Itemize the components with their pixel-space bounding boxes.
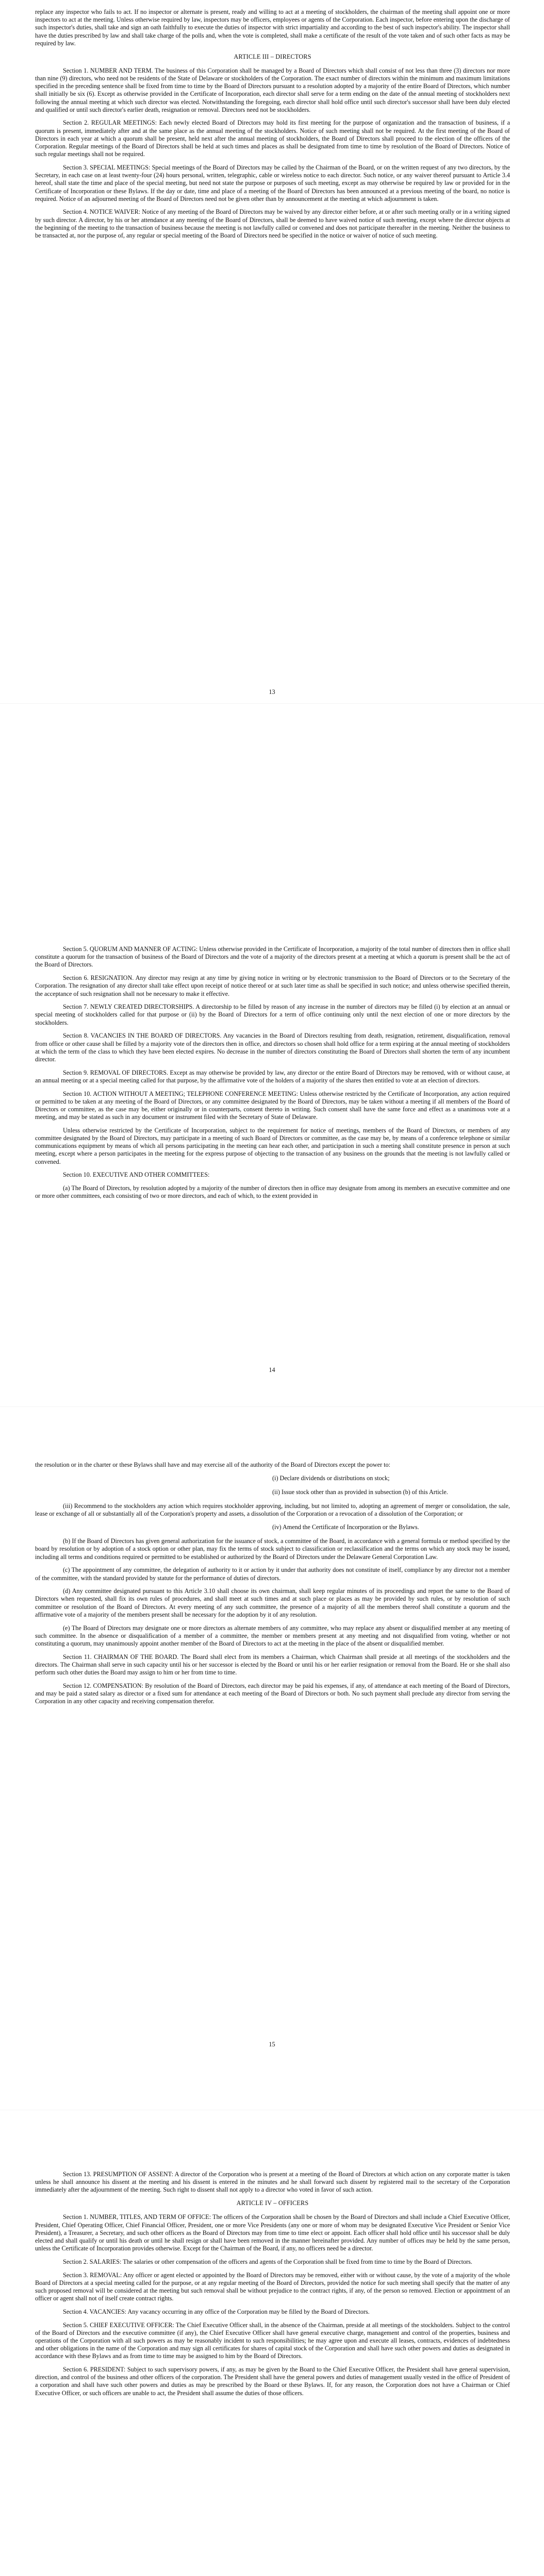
paragraph: the resolution or in the charter or these Bylaws shall have and may exercise all of the authority of the Board of Directors except the power to: — [35, 1461, 391, 1468]
paragraph: (b) If the Board of Directors has given general authorization for the issuance of stock, a committee of the Board, in accordance with a general formula or method specified by the board by resolution or by adoption of a stock option or other plan, may fix the terms of stock subject to classification or reclassification and the terms on which any stock may be issued, including all terms and conditions required or permitted to be established or authorized by the Board of Directors under the Delaware General Corporation Law. — [35, 1537, 510, 1561]
paragraph: Section 1. NUMBER, TITLES, AND TERM OF OFFICE: The officers of the Corporation shall be chosen by the Board of Directors and shall include a Chief Executive Officer, President, Chief Operating Officer, Chief Financial Officer, President, one or more Vice Presidents (any one or more of whom may be designated Executive Vice President or Senior Vice President), a Treasurer, a Secretary, and such other officers as the Board of Directors may from time to time elect or appoint. Each officer shall hold office until his successor shall be duly elected and shall qualify or until his death or until he shall resign or shall have been removed in the manner hereinafter provided. Any number of offices may be held by the same person, unless the Certificate of Incorporation provides otherwise. Except for the Chairman of the Board, if any, no officers need be a director. — [35, 2213, 510, 2252]
page-15-body — [35, 1461, 510, 1711]
paragraph: Section 7. NEWLY CREATED DIRECTORSHIPS. A directorship to be filled by reason of any increase in the number of directors may be filled (i) by election at an annual or special meeting of stockholders called for that purpose or (ii) by the Board of Directors for a term of office continuing only until the next election of one or more directors by the stockholders. — [35, 1003, 510, 1026]
paragraph: Section 8. VACANCIES IN THE BOARD OF DIRECTORS. Any vacancies in the Board of Directors resulting from death, resignation, retirement, disqualification, removal from office or other cause shall be filled by a majority vote of the directors then in office, and directors so chosen shall hold office for a term expiring at the annual meeting of stockholders at which the term of the class to which they have been elected expires. No decrease in the number of directors constituting the Board of Directors shall shorten the term of any incumbent director. — [35, 1032, 510, 1063]
paragraph: Section 13. PRESUMPTION OF ASSENT: A director of the Corporation who is present at a meeting of the Board of Directors at which action on any corporate matter is taken unless he shall announce his dissent at the meeting and his dissent is entered in the minutes and he shall forward such dissent by registered mail to the secretary of the Corporation immediately after the adjournment of the meeting. Such right to dissent shall not apply to a director who voted in favor of such action. — [35, 2171, 510, 2194]
paragraph: (d) Any committee designated pursuant to this Article 3.10 shall choose its own chairman, shall keep regular minutes of its proceedings and report the same to the Board of Directors when requested, shall fix its own rules of procedures, and shall meet at such times and at such place or places as may be provided by such rules, or by resolution of such committee or resolution of the Board of Directors. At every meeting of any such committee, the presence of a majority of all the members thereof shall constitute a quorum and the affirmative vote of a majority of the members present shall be necessary for the adoption by it of any resolution. — [35, 1587, 510, 1618]
paragraph: Section 6. PRESIDENT: Subject to such supervisory powers, if any, as may be given by the Board to the Chief Executive Officer, the President shall have general supervision, direction, and control of the business and other officers of the corporation. The President shall have the general powers and duties of management usually vested in the office of President of a corporation and shall have such other powers and duties as may be prescribed by the Board or these Bylaws. If, for any reason, the Corporation does not have a Chairman or Chief Executive Officer, or such officers are unable to act, the President shall assume the duties of those officers. — [35, 2366, 510, 2397]
paragraph: Section 12. COMPENSATION: By resolution of the Board of Directors, each director may be paid his expenses, if any, of attendance at each meeting of the Board of Directors, and may be paid a stated salary as director or a fixed sum for attendance at each meeting of the Board of Directors or both. No such payment shall preclude any director from serving the Corporation in any other capacity and receiving compensation therefor. — [35, 1682, 510, 1705]
list-item: (ii) Issue stock other than as provided in subsection (b) of this Article. — [272, 1488, 448, 1496]
paragraph: Section 3. REMOVAL: Any officer or agent elected or appointed by the Board of Directors may be removed, either with or without cause, by the vote of a majority of the whole Board of Directors at a special meeting called for the purpose, or at any regular meeting of the Board of Directors, provided the notice for such meeting shall specify that the matter of any such proposed removal will be considered at the meeting but such removal shall be without prejudice to the contract rights, if any, of the person so removed. Election or appointment of an officer or agent shall not of itself create contract rights. — [35, 2271, 510, 2302]
page-number: 13 — [269, 688, 275, 696]
paragraph: Section 5. QUORUM AND MANNER OF ACTING: Unless otherwise provided in the Certificate of Incorporation, a majority of the total number of directors then in office shall constitute a quorum for the transaction of business of the Board of Directors and the vote of a majority of the directors present at a meeting at which a quorum is present shall be the act of the Board of Directors. — [35, 945, 510, 969]
paragraph: Section 9. REMOVAL OF DIRECTORS. Except as may otherwise be provided by law, any director or the entire Board of Directors may be removed, with or without cause, at an annual meeting or at a special meeting called for that purpose, by the affirmative vote of the holders of a majority of the shares then entitled to vote at an election of directors. — [35, 1069, 510, 1084]
paragraph: Section 1. NUMBER AND TERM. The business of this Corporation shall be managed by a Board of Directors which shall consist of not less than three (3) directors nor more than nine (9) directors, who need not be residents of the State of Delaware or stockholders of the Corporation. The exact number of directors within the minimum and maximum limitations specified in the preceding sentence shall be fixed from time to time by the Board of Directors pursuant to a resolution adopted by a majority of the entire Board of Directors, which number shall initially be six (6). Except as otherwise provided in the Certificate of Incorporation, each director shall serve for a term ending on the date of the annual meeting of stockholders next following the annual meeting at which such director was elected. Notwithstanding the foregoing, each director shall hold office until such director's successor shall have been duly elected and qualified or until such director's earlier death, resignation or removal. Directors need not be stockholders. — [35, 66, 510, 113]
paragraph: Section 5. CHIEF EXECUTIVE OFFICER: The Chief Executive Officer shall, in the absence of the Chairman, preside at all meetings of the stockholders. Subject to the control of the Board of Directors and the executive committee (if any), the Chief Executive Officer shall have general executive charge, management and control of the properties, business and operations of the Corporation with all such powers as may be reasonably incident to such responsibilities; he may agree upon and execute all leases, contracts, evidences of indebtedness and other obligations in the name of the Corporation and may sign all certificates for shares of capital stock of the Corporation and shall have such other powers and duties as designated in accordance with these Bylaws and as from time to time may be assigned to him by the Board of Directors. — [35, 2321, 510, 2360]
paragraph: replace any inspector who fails to act. If no inspector or alternate is present, ready and willing to act at a meeting of stockholders, the chairman of the meeting shall appoint one or more inspectors to act at the meeting. Unless otherwise required by law, inspectors may be officers, employees or agents of the Corporation. Each inspector, before entering upon the discharge of such inspector's duties, shall take and sign an oath faithfully to execute the duties of inspector with strict impartiality and according to the best of such inspector's ability. The inspector shall have the duties prescribed by law and shall take charge of the polls and, when the vote is completed, shall make a certificate of the result of the vote taken and of such other facts as may be required by law. — [35, 8, 510, 47]
page-divider — [0, 1406, 544, 1407]
page-13-body — [35, 8, 510, 245]
page-number: 14 — [269, 1366, 275, 1374]
paragraph: (e) The Board of Directors may designate one or more directors as alternate members of any committee, who may replace any absent or disqualified member at any meeting of such committee. In the absence or disqualification of a member of a committee, the member or members present at any meeting and not disqualified from voting, whether or not constituting a quorum, may unanimously appoint another member of the Board of Directors to act at the meeting in the place of the absent or disqualified member. — [35, 1624, 510, 1647]
paragraph: Section 2. REGULAR MEETINGS: Each newly elected Board of Directors may hold its first meeting for the purpose of organization and the transaction of business, if a quorum is present, immediately after and at the same place as the annual meeting of the stockholders. Notice of such meeting shall not be required. At the first meeting of the Board of Directors in each year at which a quorum shall be present, held next after the annual meeting of stockholders, the Board of Directors shall proceed to the election of the officers of the Corporation. Regular meetings of the Board of Directors shall be held at such times and places as shall be designated from time to time by resolution of the Board of Directors. Notice of such regular meetings shall not be required. — [35, 119, 510, 158]
paragraph: (a) The Board of Directors, by resolution adopted by a majority of the number of directors then in office may designate from among its members an executive committee and one or more other committees, each consisting of two or more directors, and each of which, to the extent provided in — [35, 1184, 510, 1200]
paragraph: Section 11. CHAIRMAN OF THE BOARD. The Board shall elect from its members a Chairman, which Chairman shall preside at all meetings of the stockholders and the directors. The Chairman shall serve in such capacity until his or her successor is elected by the Board or until his or her earlier resignation or removal from the Board. He or she shall also perform such other duties the Board may assign to him or her from time to time. — [35, 1653, 510, 1676]
paragraph: Section 3. SPECIAL MEETINGS: Special meetings of the Board of Directors may be called by the Chairman of the Board, or on the written request of any two directors, by the Secretary, in each case on at least twenty-four (24) hours personal, written, telegraphic, cable or wireless notice to each director. Such notice, or any waiver thereof pursuant to Article 3.4 hereof, shall state the time and place of the special meeting, but need not state the purpose or purposes of such meeting, except as may otherwise be required by law or provided for in the Certificate of Incorporation or these Bylaws. If the day or date, time and place of a meeting of the Board of Directors has been announced at a previous meeting of the board, no notice is required. Notice of an adjourned meeting of the Board of Directors need not be given other than by announcement at the meeting at which adjournment is taken. — [35, 163, 510, 202]
article-heading: ARTICLE III – DIRECTORS — [234, 53, 311, 60]
list-item: (iv) Amend the Certificate of Incorporation or the Bylaws. — [272, 1523, 419, 1531]
page-14-body — [35, 945, 510, 1206]
list-item: (i) Declare dividends or distributions on stock; — [272, 1474, 390, 1482]
page-number: 15 — [269, 2041, 275, 2048]
paragraph: Section 4. NOTICE WAIVER: Notice of any meeting of the Board of Directors may be waived by any director either before, at or after such meeting orally or in a writing signed by such director. A director, by his or her attendance at any meeting of the Board of Directors, shall be deemed to have waived notice of such meeting, except where the director objects at the beginning of the meeting to the transaction of business because the meeting is not lawfully called or convened and does not participate thereafter in the meeting. Neither the business to be transacted at, nor the purpose of, any regular or special meeting of the Board of Directors need be specified in the notice or waiver of notice of such meeting. — [35, 208, 510, 240]
page-divider — [0, 703, 544, 704]
paragraph: (c) The appointment of any committee, the delegation of authority to it or action by it under that authority does not constitute of itself, compliance by any director not a member of the committee, with the standard provided by statute for the performance of duties of directors. — [35, 1566, 510, 1582]
paragraph: (iii) Recommend to the stockholders any action which requires stockholder approving, including, but not limited to, adopting an agreement of merger or consolidation, the sale, lease or exchange of all or substantially all of the Corporation's property and assets, a dissolution of the Corporation or a revocation of a dissolution of the Corporation; or — [35, 1502, 510, 1518]
page-16-body — [35, 2171, 510, 2402]
paragraph: Section 4. VACANCIES: Any vacancy occurring in any office of the Corporation may be filled by the Board of Directors. — [63, 2308, 370, 2315]
article-heading: ARTICLE IV – OFFICERS — [236, 2199, 309, 2207]
paragraph: Section 10. ACTION WITHOUT A MEETING; TELEPHONE CONFERENCE MEETING: Unless otherwise restricted by the Certificate of Incorporation, any action required or permitted to be taken at any meeting of the Board of Directors, or any committee designated by the Board of Directors, may be taken without a meeting if all members of the Board of Directors or committee, as the case may be, either originally or in counterparts, consent thereto in writing. Such consent shall have the same force and effect as a unanimous vote at a meeting, and may be stated as such in any document or instrument filed with the Secretary of State of Delaware. — [35, 1090, 510, 1121]
paragraph: Section 2. SALARIES: The salaries or other compensation of the officers and agents of the Corporation shall be fixed from time to time by the Board of Directors. — [63, 2258, 472, 2265]
paragraph: Section 6. RESIGNATION. Any director may resign at any time by giving notice in writing or by electronic transmission to the Board of Directors or to the Secretary of the Corporation. The resignation of any director shall take effect upon receipt of notice thereof or at such later time as shall be specified in such notice; and unless otherwise specified therein, the acceptance of such resignation shall not be necessary to make it effective. — [35, 974, 510, 997]
paragraph: Unless otherwise restricted by the Certificate of Incorporation, subject to the requirement for notice of meetings, members of the Board of Directors, or members of any committee designated by the Board of Directors, may participate in a meeting of such Board of Directors or committee, as the case may be, by means of a conference telephone or similar communications equipment by means of which all persons participating in the meeting can hear each other, and participation in such a meeting shall constitute presence in person at such meeting, except where a person participates in the meeting for the express purpose of objecting to the transaction of any business on the grounds that the meeting is not lawfully called or convened. — [35, 1126, 510, 1165]
paragraph: Section 10. EXECUTIVE AND OTHER COMMITTEES: — [63, 1171, 210, 1179]
